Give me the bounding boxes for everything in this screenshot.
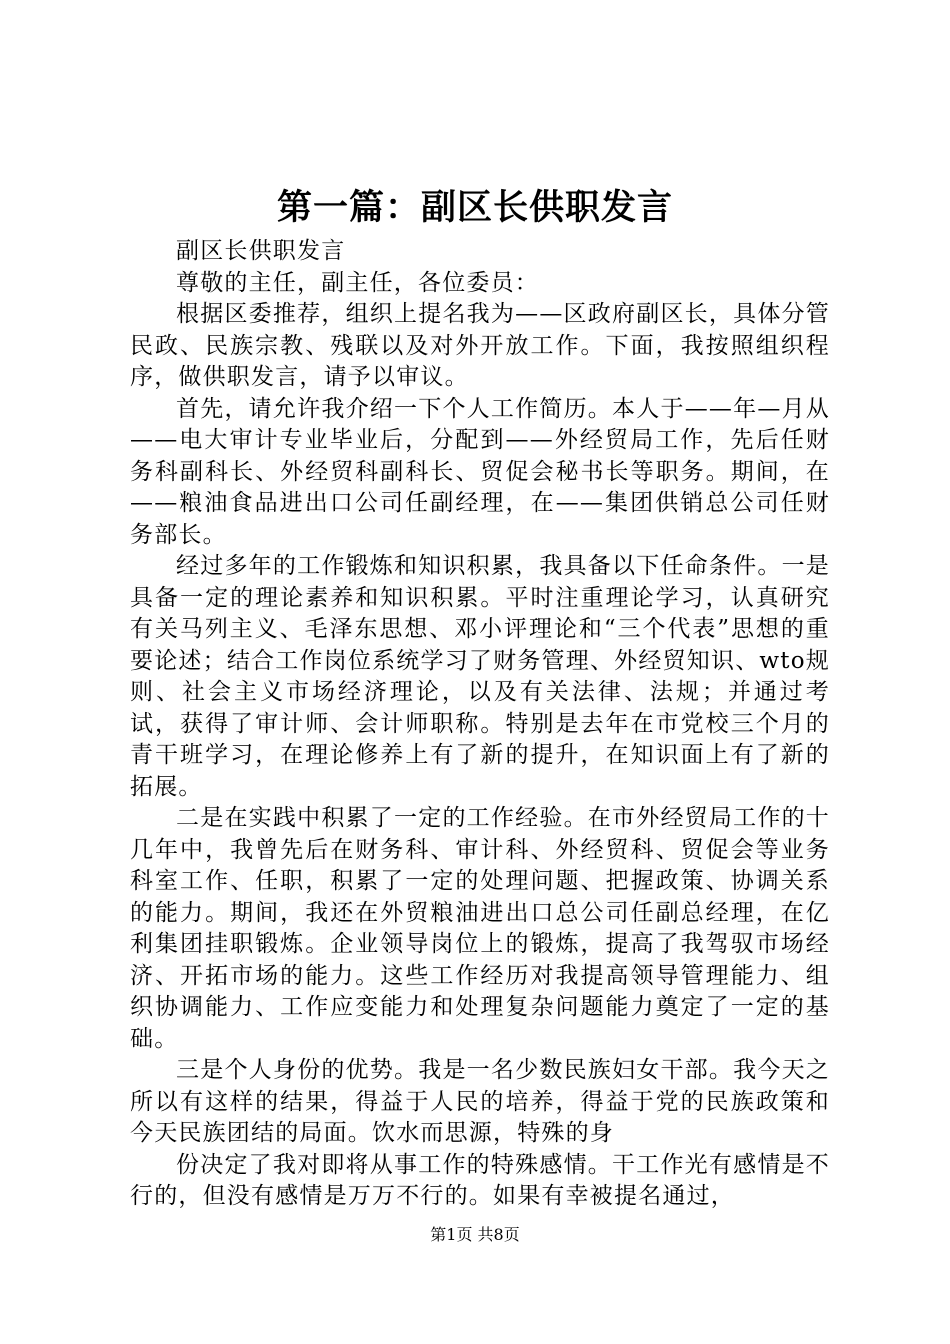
paragraph-nomination: 根据区委推荐，组织上提名我为——区政府副区长，具体分管民政、民族宗教、残联以及对外开放工作。下面，我按照组织程序，做供职发言，请予以审议。 bbox=[130, 301, 830, 390]
paragraph-continuation: 份决定了我对即将从事工作的特殊感情。干工作光有感情是不行的，但没有感情是万万不行的。如果有幸被提名通过， bbox=[130, 1151, 830, 1209]
paragraph-salutation: 尊敬的主任，副主任，各位委员： bbox=[176, 269, 539, 296]
document-body bbox=[130, 236, 830, 1213]
paragraph-qualification-three: 三是个人身份的优势。我是一名少数民族妇女干部。我今天之所以有这样的结果，得益于人民的培养，得益于党的民族政策和今天民族团结的局面。饮水而思源，特殊的身 bbox=[130, 1057, 830, 1146]
paragraph-qualification-two: 二是在实践中积累了一定的工作经验。在市外经贸局工作的十几年中，我曾先后在财务科、审计科、外经贸科、贸促会等业务科室工作、任职，积累了一定的处理问题、把握政策、协调关系的能力。期间，我还在外贸粮油进出口总公司任副总经理，在亿利集团挂职锻炼。企业领导岗位上的锻炼，提高了我驾驭市场经济、开拓市场的能力。这些工作经历对我提高领导管理能力、组织协调能力、工作应变能力和处理复杂问题能力奠定了一定的基础。 bbox=[130, 805, 830, 1052]
paragraph-heading: 副区长供职发言 bbox=[176, 238, 346, 264]
document-title: 第一篇：副区长供职发言 bbox=[276, 187, 673, 228]
page-number-footer: 第1页 共8页 bbox=[430, 1225, 520, 1244]
paragraph-resume: 首先，请允许我介绍一下个人工作简历。本人于——年—月从——电大审计专业毕业后，分配到——外经贸局工作，先后任财务科副科长、外经贸科副科长、贸促会秘书长等职务。期间，在——粮油食品进出口公司任副经理，在——集团供销总公司任财务部长。 bbox=[130, 395, 830, 548]
paragraph-qualification-one: 经过多年的工作锻炼和知识积累，我具备以下任命条件。一是具备一定的理论素养和知识积累。平时注重理论学习，认真研究有关马列主义、毛泽东思想、邓小评理论和“三个代表”思想的重要论述；结合工作岗位系统学习了财务管理、外经贸知识、wto规则、社会主义市场经济理论，以及有关法律、法规；并通过考试，获得了审计师、会计师职称。特别是去年在市党校三个月的青干班学习，在理论修养上有了新的提升，在知识面上有了新的拓展。 bbox=[130, 553, 830, 800]
